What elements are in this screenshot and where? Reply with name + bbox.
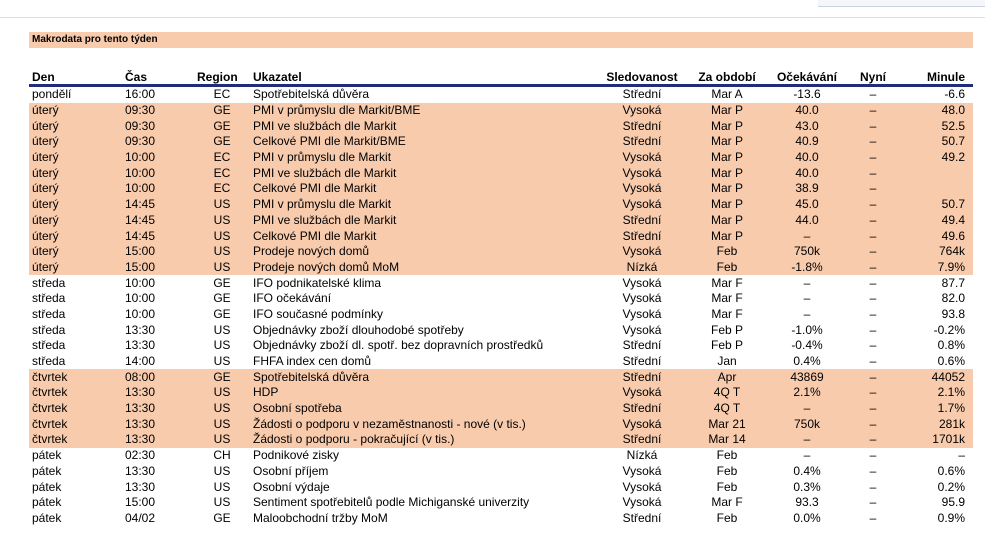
cell-indicator: IFO podnikatelské klima: [253, 275, 382, 290]
cell-period: Mar P: [687, 228, 767, 244]
cell-time: 14:00: [125, 354, 156, 369]
cell-previous: 7.9%: [899, 260, 973, 276]
cell-actual: –: [847, 103, 899, 119]
cell-indicator: PMI v průmyslu dle Markit/BME: [250, 103, 597, 119]
cell-region: US: [194, 244, 250, 260]
cell-expected: 750k: [767, 416, 847, 432]
cell-day: úterý: [29, 134, 122, 150]
cell-day: čtvrtek: [29, 369, 122, 385]
cell-expected: 0.3%: [793, 479, 821, 494]
cell-region: EC: [194, 150, 250, 166]
cell-previous: 2.1%: [899, 385, 973, 401]
cell-region: US: [194, 385, 250, 401]
cell-importance: Střední: [622, 354, 662, 369]
cell-previous: 52.5: [899, 118, 973, 134]
cell-time: 14:45: [122, 228, 194, 244]
header-day: Den: [29, 66, 122, 86]
cell-indicator: Osobní spotřeba: [250, 401, 597, 417]
cell-previous: 49.4: [899, 213, 973, 229]
cell-time: 02:30: [125, 448, 156, 463]
cell-day: pátek: [32, 448, 62, 463]
cell-expected: -13.6: [793, 87, 821, 102]
cell-period: Feb: [716, 510, 738, 525]
cell-importance: Vysoká: [622, 275, 662, 290]
cell-day: čtvrtek: [29, 416, 122, 432]
cell-previous: –: [958, 448, 965, 463]
cell-period: 4Q T: [687, 385, 767, 401]
cell-region: US: [213, 322, 231, 337]
cell-day: pondělí: [32, 87, 72, 102]
cell-previous: -6.6: [944, 87, 965, 102]
cell-previous: -0.2%: [933, 322, 965, 337]
table-row: [29, 479, 973, 495]
cell-period: Mar F: [711, 275, 743, 290]
cell-actual: –: [847, 134, 899, 150]
table-row: [29, 464, 973, 480]
cell-importance: Střední: [597, 213, 687, 229]
table-row: [29, 150, 973, 166]
cell-indicator: Maloobchodní tržby MoM: [253, 510, 388, 525]
cell-period: Jan: [717, 354, 737, 369]
cell-time: 09:30: [122, 134, 194, 150]
cell-period: Feb: [716, 463, 738, 478]
cell-actual: –: [869, 463, 877, 478]
cell-expected: –: [803, 275, 811, 290]
cell-region: EC: [194, 165, 250, 181]
cell-indicator: Prodeje nových domů: [250, 244, 597, 260]
table-row: [29, 86, 973, 103]
cell-actual: –: [847, 260, 899, 276]
table-row: [29, 401, 973, 417]
cell-indicator: PMI v průmyslu dle Markit: [250, 197, 597, 213]
cell-day: středa: [32, 291, 66, 306]
cell-actual: –: [847, 181, 899, 197]
cell-importance: Střední: [597, 369, 687, 385]
cell-previous: 87.7: [941, 275, 965, 290]
cell-day: úterý: [29, 150, 122, 166]
cell-previous: 0.6%: [937, 463, 965, 478]
table-title: Makrodata pro tento týden: [29, 32, 973, 48]
cell-expected: 40.0: [767, 165, 847, 181]
cell-period: Mar P: [687, 197, 767, 213]
cell-actual: –: [847, 401, 899, 417]
cell-period: Feb P: [710, 322, 743, 337]
cell-day: středa: [32, 306, 66, 321]
cell-region: US: [194, 197, 250, 213]
table-row: [29, 307, 973, 323]
cell-day: pátek: [32, 495, 62, 510]
header-importance: Sledovanost: [597, 66, 687, 86]
cell-expected: –: [803, 448, 811, 463]
cell-time: 14:45: [122, 213, 194, 229]
cell-indicator: PMI ve službách dle Markit: [250, 118, 597, 134]
table-row: [29, 275, 973, 291]
table-row: [29, 369, 973, 385]
cell-region: US: [194, 260, 250, 276]
cell-expected: -1.8%: [767, 260, 847, 276]
cell-time: 15:00: [122, 244, 194, 260]
cell-expected: 45.0: [767, 197, 847, 213]
cell-actual: –: [869, 448, 877, 463]
cell-actual: –: [847, 197, 899, 213]
cell-previous: 48.0: [899, 103, 973, 119]
cell-time: 13:30: [122, 401, 194, 417]
cell-time: 10:00: [125, 306, 156, 321]
cell-day: úterý: [29, 103, 122, 119]
cell-period: Mar 14: [687, 432, 767, 448]
table-row: [29, 103, 973, 119]
cell-importance: Střední: [597, 432, 687, 448]
cell-previous: 0.6%: [937, 354, 965, 369]
cell-day: úterý: [29, 165, 122, 181]
cell-importance: Vysoká: [597, 150, 687, 166]
cell-period: Mar P: [687, 181, 767, 197]
cell-actual: –: [847, 228, 899, 244]
window-top-rule: [0, 17, 985, 18]
cell-day: středa: [32, 354, 66, 369]
cell-day: úterý: [29, 260, 122, 276]
cell-actual: –: [869, 87, 877, 102]
cell-previous: 44052: [899, 369, 973, 385]
cell-previous: [899, 181, 973, 197]
cell-region: US: [194, 432, 250, 448]
cell-period: Mar P: [687, 150, 767, 166]
cell-importance: Nízká: [597, 260, 687, 276]
cell-expected: 2.1%: [767, 385, 847, 401]
cell-previous: 0.8%: [937, 338, 965, 353]
cell-indicator: Objednávky zboží dlouhodobé spotřeby: [253, 322, 464, 337]
cell-expected: –: [767, 228, 847, 244]
cell-actual: –: [847, 244, 899, 260]
cell-importance: Vysoká: [597, 385, 687, 401]
cell-previous: 93.8: [941, 306, 965, 321]
cell-actual: –: [847, 416, 899, 432]
cell-period: Apr: [687, 369, 767, 385]
cell-indicator: Spotřebitelská důvěra: [253, 87, 370, 102]
cell-expected: 43869: [767, 369, 847, 385]
cell-time: 10:00: [125, 291, 156, 306]
cell-expected: 93.3: [795, 495, 819, 510]
cell-actual: –: [869, 322, 877, 337]
cell-indicator: IFO současné podmínky: [253, 306, 384, 321]
cell-actual: –: [869, 338, 877, 353]
cell-indicator: Celkové PMI dle Markit: [250, 181, 597, 197]
cell-time: 10:00: [122, 181, 194, 197]
cell-indicator: Žádosti o podporu - pokračující (v tis.): [250, 432, 597, 448]
table-row: [29, 291, 973, 307]
cell-region: EC: [213, 87, 231, 102]
cell-period: Feb: [687, 260, 767, 276]
table-row: [29, 385, 973, 401]
table-row: [29, 213, 973, 229]
cell-region: GE: [194, 103, 250, 119]
cell-importance: Vysoká: [622, 306, 662, 321]
cell-region: US: [213, 354, 231, 369]
cell-day: pátek: [32, 479, 62, 494]
cell-indicator: PMI ve službách dle Markit: [250, 165, 597, 181]
cell-day: úterý: [29, 244, 122, 260]
cell-importance: Střední: [597, 401, 687, 417]
cell-previous: [899, 165, 973, 181]
cell-actual: –: [847, 432, 899, 448]
cell-actual: –: [869, 291, 877, 306]
macro-data-table: [29, 66, 973, 526]
cell-indicator: Spotřebitelská důvěra: [250, 369, 597, 385]
table-row: [29, 134, 973, 150]
table-row: [29, 260, 973, 276]
cell-importance: Vysoká: [597, 165, 687, 181]
cell-actual: –: [869, 510, 877, 525]
header-region: Region: [194, 66, 250, 86]
header-indicator: Ukazatel: [250, 66, 597, 86]
cell-region: US: [213, 495, 231, 510]
cell-time: 13:30: [125, 322, 156, 337]
cell-day: středa: [32, 322, 66, 337]
cell-region: CH: [213, 448, 231, 463]
cell-time: 09:30: [122, 118, 194, 134]
cell-actual: –: [847, 385, 899, 401]
cell-period: Feb P: [710, 338, 743, 353]
cell-actual: –: [869, 354, 877, 369]
cell-previous: 95.9: [941, 495, 965, 510]
table-row: [29, 165, 973, 181]
cell-previous: 0.2%: [937, 479, 965, 494]
cell-importance: Střední: [622, 87, 662, 102]
table-row: [29, 432, 973, 448]
cell-region: US: [194, 416, 250, 432]
cell-time: 13:30: [122, 416, 194, 432]
cell-actual: –: [869, 479, 877, 494]
table-row: [29, 495, 973, 511]
cell-period: Feb: [716, 479, 738, 494]
cell-actual: –: [869, 495, 877, 510]
cell-indicator: Žádosti o podporu v nezaměstnanosti - nové (v tis.): [250, 416, 597, 432]
cell-period: 4Q T: [687, 401, 767, 417]
cell-region: GE: [194, 118, 250, 134]
cell-period: Mar 21: [687, 416, 767, 432]
cell-actual: –: [847, 369, 899, 385]
cell-previous: 281k: [899, 416, 973, 432]
table-row: [29, 228, 973, 244]
cell-previous: 764k: [899, 244, 973, 260]
cell-importance: Vysoká: [622, 495, 662, 510]
header-actual: Nyní: [847, 66, 899, 86]
cell-importance: Vysoká: [597, 103, 687, 119]
cell-period: Mar P: [687, 165, 767, 181]
cell-expected: 0.4%: [793, 354, 821, 369]
table-row: [29, 338, 973, 354]
cell-day: pátek: [32, 510, 62, 525]
cell-region: US: [213, 463, 231, 478]
cell-previous: 49.6: [899, 228, 973, 244]
cell-importance: Vysoká: [597, 181, 687, 197]
table-row: [29, 448, 973, 464]
cell-time: 13:30: [122, 385, 194, 401]
cell-time: 10:00: [122, 165, 194, 181]
cell-region: GE: [213, 510, 231, 525]
cell-time: 08:00: [122, 369, 194, 385]
cell-time: 13:30: [125, 463, 156, 478]
cell-time: 04/02: [125, 510, 156, 525]
cell-indicator: Osobní příjem: [253, 463, 329, 478]
cell-expected: -1.0%: [791, 322, 823, 337]
cell-indicator: PMI v průmyslu dle Markit: [250, 150, 597, 166]
cell-day: čtvrtek: [29, 385, 122, 401]
cell-actual: –: [847, 165, 899, 181]
cell-importance: Nízká: [626, 448, 658, 463]
cell-expected: –: [767, 432, 847, 448]
table-row: [29, 244, 973, 260]
cell-region: GE: [194, 369, 250, 385]
cell-indicator: IFO očekávání: [253, 291, 332, 306]
cell-actual: –: [869, 275, 877, 290]
cell-time: 16:00: [125, 87, 156, 102]
table-row: [29, 511, 973, 527]
header-expected: Očekávání: [767, 66, 847, 86]
cell-period: Feb: [716, 448, 738, 463]
cell-previous: 0.9%: [937, 510, 965, 525]
table-row: [29, 197, 973, 213]
cell-expected: 38.9: [767, 181, 847, 197]
cell-indicator: Osobní výdaje: [253, 479, 330, 494]
cell-time: 10:00: [125, 275, 156, 290]
cell-region: US: [194, 213, 250, 229]
cell-period: Mar F: [711, 306, 743, 321]
cell-previous: 50.7: [899, 134, 973, 150]
cell-importance: Střední: [597, 134, 687, 150]
header-period: Za období: [687, 66, 767, 86]
cell-previous: 82.0: [941, 291, 965, 306]
cell-day: úterý: [29, 228, 122, 244]
cell-time: 14:45: [122, 197, 194, 213]
cell-importance: Vysoká: [597, 244, 687, 260]
cell-period: Mar P: [687, 213, 767, 229]
cell-time: 15:00: [122, 260, 194, 276]
table-header-row: [29, 66, 973, 86]
cell-importance: Střední: [597, 118, 687, 134]
cell-importance: Vysoká: [622, 479, 662, 494]
cell-importance: Vysoká: [622, 291, 662, 306]
cell-indicator: Celkové PMI dle Markit/BME: [250, 134, 597, 150]
cell-region: EC: [194, 181, 250, 197]
cell-expected: 44.0: [767, 213, 847, 229]
cell-importance: Vysoká: [622, 322, 662, 337]
cell-indicator: FHFA index cen domů: [253, 354, 372, 369]
cell-time: 10:00: [122, 150, 194, 166]
cell-region: GE: [194, 134, 250, 150]
cell-day: úterý: [29, 213, 122, 229]
cell-period: Mar A: [711, 87, 743, 102]
cell-period: Feb: [687, 244, 767, 260]
cell-day: úterý: [29, 181, 122, 197]
cell-expected: 40.9: [767, 134, 847, 150]
cell-importance: Vysoká: [597, 197, 687, 213]
cell-day: čtvrtek: [29, 401, 122, 417]
cell-indicator: Celkové PMI dle Markit: [250, 228, 597, 244]
cell-importance: Střední: [622, 510, 662, 525]
cell-importance: Vysoká: [622, 463, 662, 478]
cell-actual: –: [847, 118, 899, 134]
table-row: [29, 181, 973, 197]
cell-indicator: Prodeje nových domů MoM: [250, 260, 597, 276]
cell-importance: Střední: [597, 228, 687, 244]
cell-day: středa: [32, 338, 66, 353]
cell-period: Mar P: [687, 134, 767, 150]
window-top-accent: [818, 0, 985, 7]
table-row: [29, 322, 973, 338]
cell-expected: 43.0: [767, 118, 847, 134]
cell-expected: 0.0%: [793, 510, 821, 525]
cell-period: Mar P: [687, 118, 767, 134]
cell-expected: 40.0: [767, 103, 847, 119]
table-row: [29, 118, 973, 134]
cell-period: Mar F: [711, 495, 743, 510]
cell-time: 13:30: [125, 338, 156, 353]
cell-actual: –: [847, 213, 899, 229]
cell-time: 09:30: [122, 103, 194, 119]
cell-expected: 40.0: [767, 150, 847, 166]
cell-previous: 50.7: [899, 197, 973, 213]
cell-expected: 750k: [767, 244, 847, 260]
cell-indicator: HDP: [250, 385, 597, 401]
cell-day: pátek: [32, 463, 62, 478]
table-row: [29, 416, 973, 432]
cell-region: US: [194, 401, 250, 417]
cell-time: 13:30: [125, 479, 156, 494]
cell-expected: -0.4%: [791, 338, 823, 353]
cell-region: US: [194, 228, 250, 244]
table-row: [29, 354, 973, 370]
cell-indicator: Objednávky zboží dl. spotř. bez dopravních prostředků: [253, 338, 544, 353]
cell-importance: Střední: [622, 338, 662, 353]
cell-indicator: Sentiment spotřebitelů podle Michiganské univerzity: [253, 495, 530, 510]
cell-actual: –: [869, 306, 877, 321]
cell-region: GE: [213, 306, 231, 321]
cell-indicator: PMI ve službách dle Markit: [250, 213, 597, 229]
cell-day: středa: [32, 275, 66, 290]
cell-previous: 1701k: [899, 432, 973, 448]
cell-region: GE: [213, 291, 231, 306]
cell-period: Mar F: [711, 291, 743, 306]
cell-expected: –: [803, 306, 811, 321]
cell-time: 13:30: [122, 432, 194, 448]
cell-region: US: [213, 338, 231, 353]
cell-importance: Vysoká: [597, 416, 687, 432]
cell-expected: –: [803, 291, 811, 306]
cell-previous: 49.2: [899, 150, 973, 166]
header-previous: Minule: [899, 66, 973, 86]
cell-region: US: [213, 479, 231, 494]
cell-day: čtvrtek: [29, 432, 122, 448]
cell-time: 15:00: [125, 495, 156, 510]
cell-period: Mar P: [687, 103, 767, 119]
cell-expected: 0.4%: [793, 463, 821, 478]
cell-day: úterý: [29, 197, 122, 213]
cell-previous: 1.7%: [899, 401, 973, 417]
cell-day: úterý: [29, 118, 122, 134]
cell-indicator: Podnikové zisky: [253, 448, 340, 463]
header-time: Čas: [122, 66, 194, 86]
cell-region: GE: [213, 275, 231, 290]
cell-actual: –: [847, 150, 899, 166]
cell-expected: –: [767, 401, 847, 417]
